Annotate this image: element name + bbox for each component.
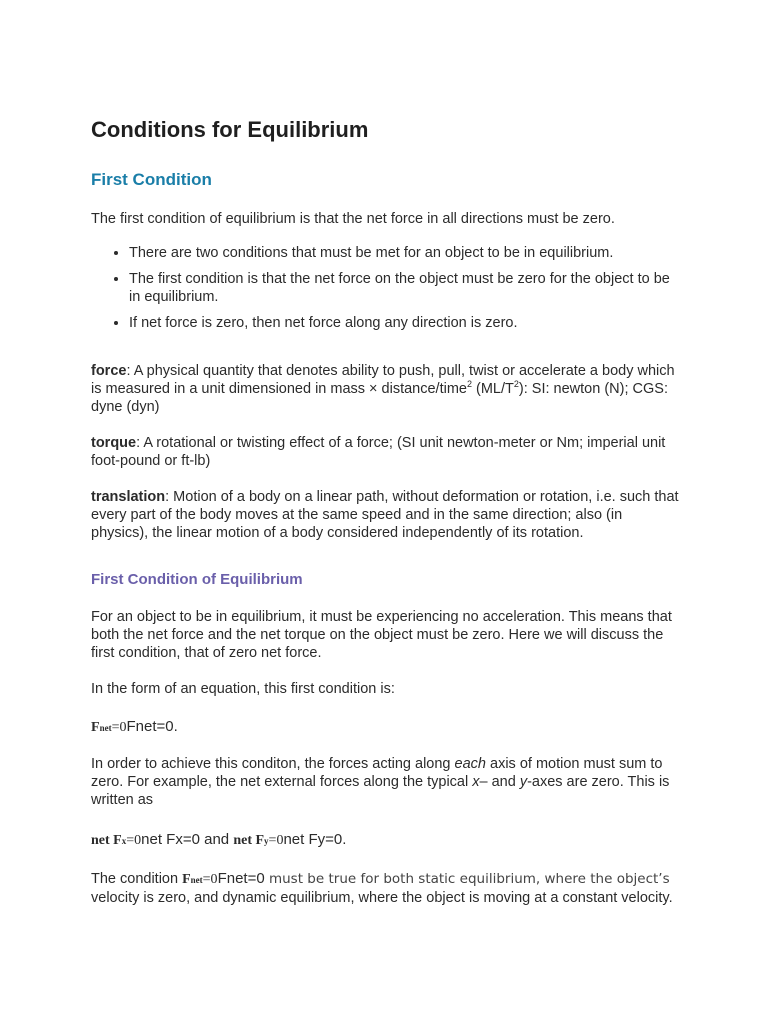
math-symbol: =0 xyxy=(126,833,142,848)
text-run: – and xyxy=(479,774,520,790)
term-torque: torque xyxy=(91,435,137,451)
emphasis-text: each xyxy=(454,756,486,772)
definition-text: : A physical quantity that denotes ability to push, pull, twist or accelerate a body which is measured in a unit dimensioned in mass × distance/time xyxy=(91,363,675,397)
bullet-item: • There are two conditions that must be met for an object to be in equilibrium. xyxy=(129,244,681,262)
term-translation: translation xyxy=(91,489,166,505)
math-subscript: net xyxy=(99,723,112,733)
page-title: Conditions for Equilibrium xyxy=(91,117,369,142)
section-heading-first-condition-of-equilibrium: First Condition of Equilibrium xyxy=(91,571,303,588)
condition-bullet-list xyxy=(91,244,681,332)
equation-plain-text: net Fx=0 xyxy=(141,831,200,848)
definition-text: : A rotational or twisting effect of a force; (SI unit newton-meter or Nm; imperial unit foot-pound or ft-lb) xyxy=(91,435,666,469)
superscript: 2 xyxy=(466,379,472,390)
text-run: velocity is zero, and dynamic equilibrium, where the object is moving at a constant velocity. xyxy=(91,890,673,906)
text-run: -axes are zero. This is written as xyxy=(91,774,670,808)
text-run: In order to achieve this conditon, the forces acting along xyxy=(91,756,455,772)
math-symbol: =0 xyxy=(268,833,284,848)
equation-plain-text: Fnet=0. xyxy=(126,718,178,735)
document-page xyxy=(91,116,681,907)
math-symbol: F xyxy=(182,872,191,887)
math-symbol: =0 xyxy=(111,720,127,735)
text-run: must be true for both static equilibrium, where the object’s xyxy=(264,871,670,887)
math-subscript: net xyxy=(190,875,203,885)
equation-plain-text: Fnet=0 xyxy=(217,870,265,887)
text-run: axis of motion must sum to zero. For example, the net external forces along the typical xyxy=(91,756,663,790)
emphasis-text: y xyxy=(519,774,528,790)
math-symbol: net xyxy=(91,833,114,848)
text-run: The condition xyxy=(91,871,183,887)
math-subscript: y xyxy=(264,836,269,846)
bullet-item: • If net force is zero, then net force along any direction is zero. xyxy=(129,314,681,332)
superscript: 2 xyxy=(513,379,519,390)
section-heading-first-condition: First Condition xyxy=(91,170,212,189)
paragraph-acceleration: For an object to be in equilibrium, it must be experiencing no acceleration. This means that both the net force and the net torque on the object must be zero. Here we will discuss the first condition, that of zero net force. xyxy=(91,609,672,661)
math-symbol: =0 xyxy=(202,872,218,887)
equation-plain-text: net Fy=0. xyxy=(283,831,347,848)
definition-text: ): SI: newton (N); CGS: dyne (dyn) xyxy=(91,381,668,415)
bullet-item: • The first condition is that the net force on the object must be zero for the object to be in equilibrium. xyxy=(129,270,681,306)
math-subscript: x xyxy=(121,836,127,846)
text-run: and xyxy=(199,831,234,848)
definition-force xyxy=(91,362,681,416)
paragraph-equation-intro: In the form of an equation, this first condition is: xyxy=(91,681,395,697)
math-symbol: F xyxy=(255,833,265,848)
emphasis-text: x xyxy=(472,774,480,790)
equation-components xyxy=(91,829,681,852)
math-symbol: net xyxy=(233,833,256,848)
definition-text: : Motion of a body on a linear path, without deformation or rotation, i.e. such that every part of the body moves at the same speed and in the same direction; also (in physics), the linear motion of a body considered independently of its rotation. xyxy=(91,489,679,541)
paragraph-static-dynamic xyxy=(91,870,681,907)
math-symbol: F xyxy=(113,833,122,848)
definition-text: (ML/T xyxy=(472,381,514,397)
definition-torque xyxy=(91,434,681,470)
equation-fnet xyxy=(91,716,681,739)
term-force: force xyxy=(91,363,127,379)
paragraph-axes xyxy=(91,755,681,809)
intro-paragraph: The first condition of equilibrium is that the net force in all directions must be zero. xyxy=(91,211,615,227)
definition-translation xyxy=(91,488,681,542)
math-symbol: F xyxy=(91,720,100,735)
